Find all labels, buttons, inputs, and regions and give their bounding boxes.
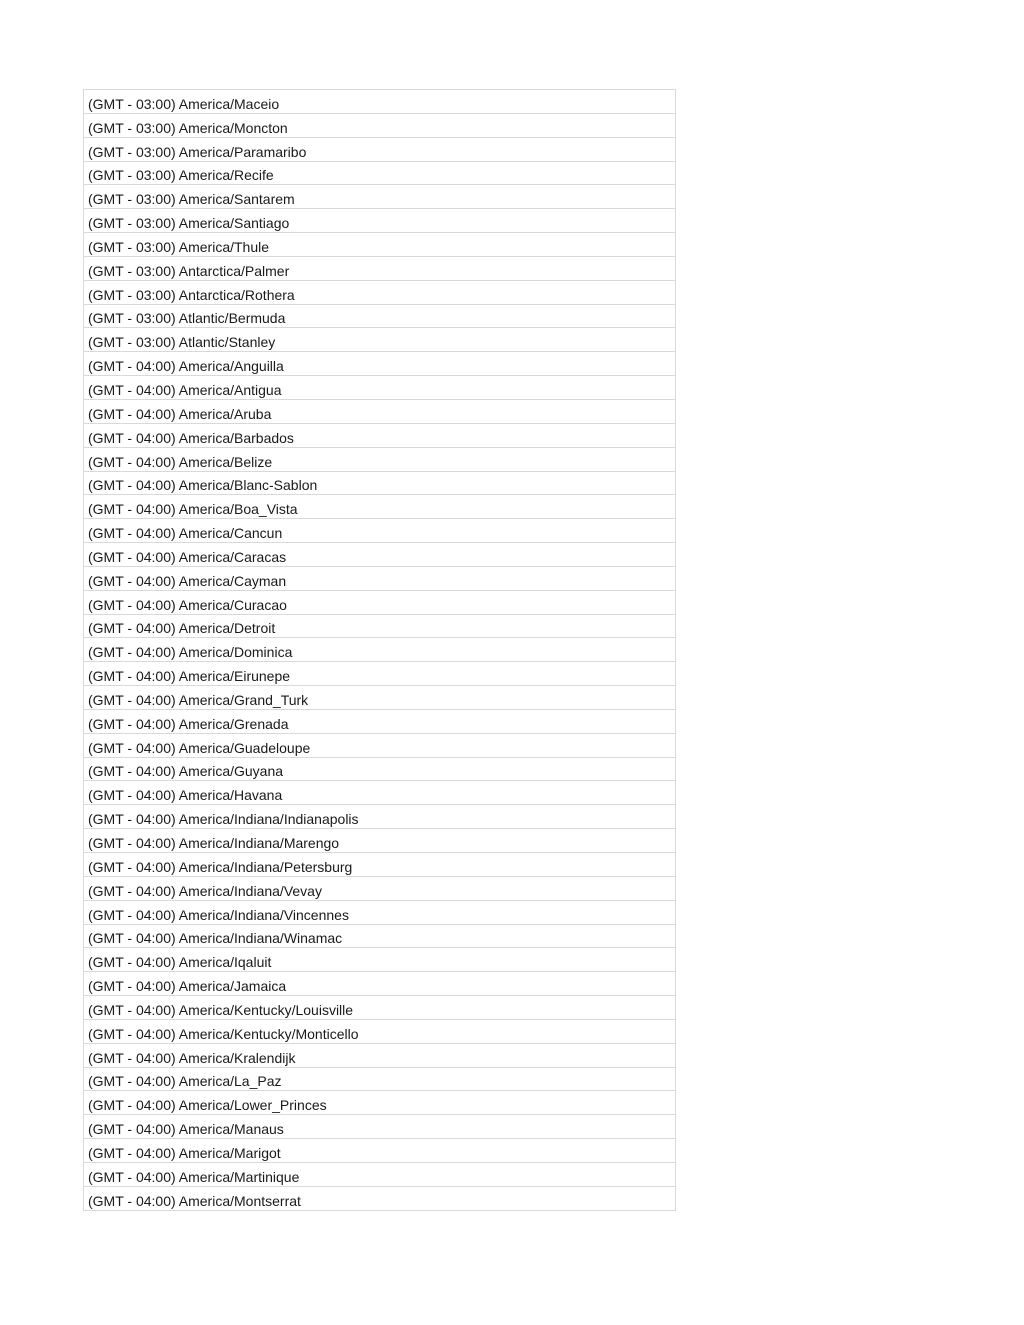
table-row bbox=[84, 1068, 675, 1092]
timezone-cell: (GMT - 03:00) America/Maceio bbox=[88, 95, 280, 112]
table-row bbox=[84, 1020, 675, 1044]
table-row bbox=[84, 1187, 675, 1211]
table-row bbox=[84, 448, 675, 472]
timezone-cell: (GMT - 04:00) America/Jamaica bbox=[88, 978, 287, 995]
timezone-cell: (GMT - 04:00) America/Kralendijk bbox=[88, 1049, 296, 1066]
timezone-cell: (GMT - 03:00) America/Santiago bbox=[88, 215, 290, 232]
table-row bbox=[84, 1044, 675, 1068]
timezone-cell: (GMT - 04:00) America/Montserrat bbox=[88, 1192, 301, 1209]
timezone-cell: (GMT - 04:00) America/Indiana/Marengo bbox=[88, 835, 340, 851]
timezone-cell: (GMT - 03:00) America/Paramaribo bbox=[88, 143, 307, 160]
table-row bbox=[84, 209, 675, 233]
table-row bbox=[84, 352, 675, 376]
timezone-cell: (GMT - 04:00) America/Anguilla bbox=[88, 358, 284, 375]
table-row bbox=[84, 591, 675, 615]
timezone-cell: (GMT - 04:00) America/Barbados bbox=[88, 429, 294, 446]
timezone-cell: (GMT - 03:00) Antarctica/Palmer bbox=[88, 262, 290, 279]
timezone-cell: (GMT - 04:00) America/Blanc-Sablon bbox=[88, 477, 318, 494]
timezone-cell: (GMT - 03:00) Atlantic/Stanley bbox=[88, 334, 276, 351]
table-row bbox=[84, 829, 675, 853]
timezone-cell: (GMT - 04:00) America/Indiana/Vincennes bbox=[88, 906, 349, 923]
timezone-cell: (GMT - 04:00) America/Indiana/Indianapolis bbox=[88, 811, 359, 828]
table-row bbox=[84, 853, 675, 877]
table-row bbox=[84, 257, 675, 281]
timezone-cell: (GMT - 04:00) America/Eirunepe bbox=[88, 668, 291, 685]
timezone-cell: (GMT - 04:00) America/Grenada bbox=[88, 715, 289, 732]
timezone-cell: (GMT - 04:00) America/La_Paz bbox=[88, 1073, 282, 1090]
timezone-cell: (GMT - 03:00) Antarctica/Rothera bbox=[88, 286, 295, 303]
timezone-cell: (GMT - 04:00) America/Caracas bbox=[88, 548, 287, 565]
table-row bbox=[84, 185, 675, 209]
timezone-cell: (GMT - 04:00) America/Grand_Turk bbox=[88, 691, 309, 708]
timezone-cell: (GMT - 03:00) America/Thule bbox=[88, 238, 270, 255]
table-row bbox=[84, 376, 675, 400]
table-row bbox=[84, 305, 675, 329]
table-row bbox=[84, 495, 675, 519]
timezone-cell: (GMT - 04:00) America/Kentucky/Monticello bbox=[88, 1025, 359, 1042]
table-row bbox=[84, 925, 675, 949]
timezone-cell: (GMT - 04:00) America/Belize bbox=[88, 453, 273, 470]
timezone-cell: (GMT - 04:00) America/Dominica bbox=[88, 644, 293, 661]
timezone-cell: (GMT - 04:00) America/Cayman bbox=[88, 572, 287, 589]
timezone-cell: (GMT - 04:00) America/Indiana/Petersburg bbox=[88, 858, 353, 875]
table-row bbox=[84, 567, 675, 591]
table-row bbox=[84, 972, 675, 996]
table-row bbox=[84, 328, 675, 352]
table-row bbox=[84, 162, 675, 186]
timezone-cell: (GMT - 04:00) America/Manaus bbox=[88, 1121, 284, 1138]
table-row bbox=[84, 948, 675, 972]
table-row bbox=[84, 424, 675, 448]
timezone-cell: (GMT - 04:00) America/Martinique bbox=[88, 1168, 300, 1185]
table-row bbox=[84, 615, 675, 639]
timezone-cell: (GMT - 04:00) America/Havana bbox=[88, 787, 283, 804]
table-row bbox=[84, 781, 675, 805]
table-row bbox=[84, 805, 675, 829]
timezone-cell: (GMT - 04:00) America/Aruba bbox=[88, 405, 272, 422]
table-row bbox=[84, 877, 675, 901]
timezone-cell: (GMT - 04:00) America/Kentucky/Louisville bbox=[88, 1001, 354, 1018]
timezone-cell: (GMT - 04:00) America/Boa_Vista bbox=[88, 501, 298, 518]
timezone-cell: (GMT - 04:00) America/Cancun bbox=[88, 525, 283, 542]
timezone-table bbox=[83, 89, 676, 1211]
table-row bbox=[84, 758, 675, 782]
table-row bbox=[84, 90, 675, 114]
table-row bbox=[84, 400, 675, 424]
table-row bbox=[84, 543, 675, 567]
table-row bbox=[84, 662, 675, 686]
timezone-cell: (GMT - 04:00) America/Guadeloupe bbox=[88, 739, 311, 756]
timezone-cell: (GMT - 04:00) America/Indiana/Winamac bbox=[88, 930, 343, 947]
table-row bbox=[84, 734, 675, 758]
timezone-cell: (GMT - 04:00) America/Indiana/Vevay bbox=[88, 882, 322, 899]
timezone-cell: (GMT - 04:00) America/Lower_Princes bbox=[88, 1097, 327, 1114]
table-row bbox=[84, 1139, 675, 1163]
table-row bbox=[84, 686, 675, 710]
table-row bbox=[84, 281, 675, 305]
table-row bbox=[84, 1115, 675, 1139]
timezone-cell: (GMT - 04:00) America/Curacao bbox=[88, 596, 287, 613]
timezone-cell: (GMT - 04:00) America/Antigua bbox=[88, 381, 282, 398]
timezone-cell: (GMT - 03:00) America/Santarem bbox=[88, 191, 295, 208]
table-row bbox=[84, 1163, 675, 1187]
table-row bbox=[84, 519, 675, 543]
timezone-cell: (GMT - 03:00) Atlantic/Bermuda bbox=[88, 310, 286, 327]
table-row bbox=[84, 638, 675, 662]
table-row bbox=[84, 1091, 675, 1115]
table-row bbox=[84, 710, 675, 734]
timezone-cell: (GMT - 03:00) America/Recife bbox=[88, 167, 274, 184]
table-row bbox=[84, 114, 675, 138]
table-row bbox=[84, 996, 675, 1020]
table-row bbox=[84, 138, 675, 162]
table-row bbox=[84, 233, 675, 257]
table-row bbox=[84, 901, 675, 925]
timezone-cell: (GMT - 04:00) America/Iqaluit bbox=[88, 954, 272, 971]
timezone-cell: (GMT - 04:00) America/Detroit bbox=[88, 620, 276, 637]
timezone-cell: (GMT - 04:00) America/Guyana bbox=[88, 763, 284, 780]
timezone-cell: (GMT - 03:00) America/Moncton bbox=[88, 119, 288, 136]
table-row bbox=[84, 472, 675, 496]
timezone-cell: (GMT - 04:00) America/Marigot bbox=[88, 1144, 281, 1161]
